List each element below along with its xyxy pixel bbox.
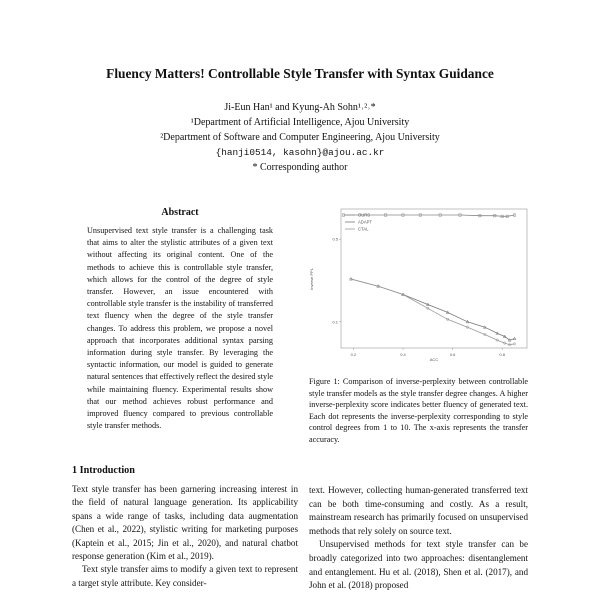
section-heading-introduction: 1 Introduction [72,465,135,476]
x-tick-label: 0.6 [449,352,456,357]
chart-layer [332,213,516,358]
series-line-adapt [351,279,515,340]
right-column-body [309,484,528,593]
x-tick-label: 0.4 [400,352,406,357]
author-emails: {hanji0514, kasohn}@ajou.ac.kr [215,147,385,158]
abstract-text: Unsupervised text style transfer is a challenging task that aims to alter the stylistic attributes of a given text without affecting its original content. One of the methods to achieve this is controllable style transfer, which allows for the control of the degree of style transfer. However, an issue encountered with controllable style transfer is the instability of transferred text fluency when the degree of the style transfer changes. To address this problem, we propose a novel approach that incorporates additional syntax parsing information during style transfer. By leveraging the syntactic information, our model is guided to generate natural sentences that effectively reflect the desired style while maintaining fluency. Experimental results show that our method achieves robust performance and improved fluency compared to previous controllable style transfer methods. [87,226,273,431]
authors: Ji-Eun Han¹ and Kyung-Ah Sohn¹˒²˒* [224,102,376,113]
intro-paragraph-1: Text style transfer has been garnering increasing interest in the field of natural language generation. Its applicability spans a wide range of tasks, including data augmentation (Chen et al., 2022), stylistic writing for marketing purposes (Kaptein et al., 2015; Jin et al., 2020), and natural chatbot response generation (Kim et al., 2019). [72,484,298,562]
affiliation-2: ²Department of Software and Computer Engineering, Ajou University [160,132,440,143]
figure-1-chart [305,205,530,365]
intro-body [72,483,298,590]
x-tick-label: 0.8 [499,352,505,357]
x-tick-label: 0.2 [350,352,357,357]
abstract-heading: Abstract [161,207,199,218]
corresponding-note: * Corresponding author [252,162,348,173]
legend-label-ctal: CTAL [358,226,369,232]
figure-1-caption: Figure 1: Comparison of inverse-perplexity between controllable style transfer models as the style transfer degree changes. A higher inverse-perplexity score indicates better fluency of generated text. Each dot represents the inverse-perplexity corresponding to style control degrees from 1 to 10. The x-axis represents the transfer accuracy. [309,377,528,444]
y-tick-label: 0.5 [332,236,338,242]
right-paragraph-1: text. However, collecting human-generated transferred text can be both time-consuming and costly. As a result, mainstream research has primarily focused on unsupervised methods that rely solely on source text. [309,485,528,536]
right-paragraph-2: Unsupervised methods for text style transfer can be broadly categorized into two approaches: disentanglement and entanglement. Hu et al. (2018), Shen et al. (2017), and John et al. (2018) proposed [309,539,528,591]
x-axis-label: ACC [429,357,439,362]
legend-label-ours: OURS [358,212,371,218]
affiliation-1: ¹Department of Artificial Intelligence, Ajou University [190,117,410,128]
legend-label-adapt: ADAPT [358,219,372,225]
data-point-adapt [513,337,516,340]
paper-title: Fluency Matters! Controllable Style Transfer with Syntax Guidance [106,66,494,81]
author-block [0,100,600,175]
y-tick-label: 0.1 [332,319,338,325]
y-axis-label: Inverse PPL [309,268,314,290]
intro-paragraph-2: Text style transfer aims to modify a given text to represent a target style attribute. Key consider- [72,564,298,588]
series-line-ctal [351,279,515,345]
plot-frame [341,209,527,348]
